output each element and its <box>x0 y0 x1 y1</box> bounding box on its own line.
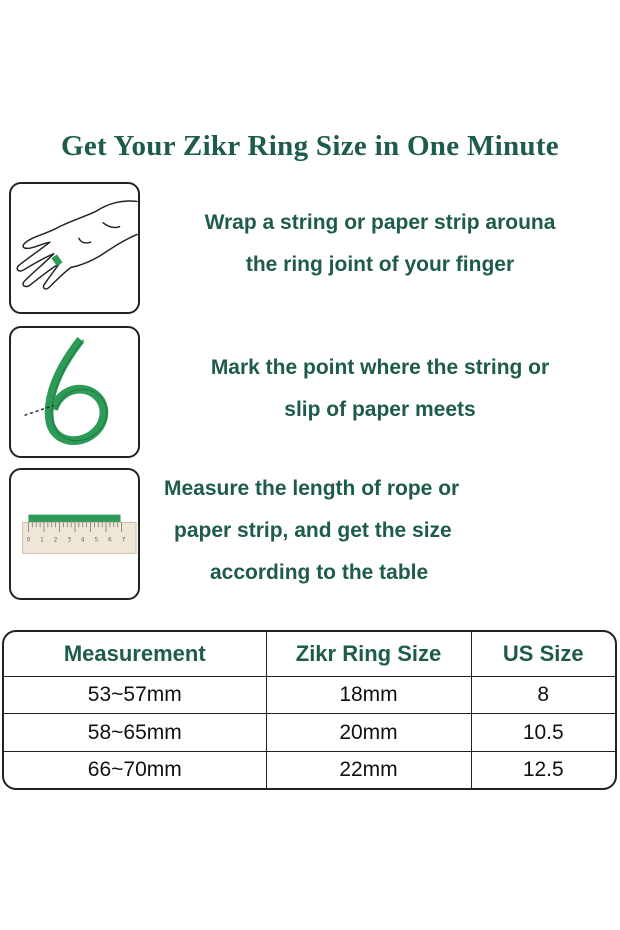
step-3-illustration-box <box>9 468 140 600</box>
ruler-tick-label: 2 <box>53 537 58 544</box>
zikr-size-cell: 22mm <box>266 751 471 788</box>
table-row <box>4 751 615 788</box>
ruler-tick-label: 4 <box>80 537 85 544</box>
zikr-size-cell: 18mm <box>266 677 471 714</box>
ruler-tick-label: 7 <box>121 537 126 544</box>
us-size-cell: 8 <box>471 677 615 714</box>
step-1-illustration-box <box>9 182 140 314</box>
ring-size-table <box>2 630 617 790</box>
step-1-line-1: Wrap a string or paper strip arouna <box>204 211 556 234</box>
step-1-line-2: the ring joint of your finger <box>245 253 515 276</box>
us-size-cell: 12.5 <box>471 751 615 788</box>
table-row <box>4 714 615 751</box>
step-3-line-1: Measure the length of rope or <box>164 477 460 500</box>
ruler-tick-label: 5 <box>94 537 99 544</box>
column-header-zikr-ring-size: Zikr Ring Size <box>266 632 471 677</box>
ruler-tick-label: 6 <box>108 537 112 544</box>
page-title: Get Your Zikr Ring Size in One Minute <box>61 130 559 162</box>
hand-icon <box>11 184 138 312</box>
measurement-cell: 66~70mm <box>4 751 266 788</box>
column-header-measurement: Measurement <box>4 632 266 677</box>
step-3-line-3: according to the table <box>210 561 429 584</box>
table-header-row <box>4 632 615 677</box>
table-row <box>4 677 615 714</box>
column-header-us-size: US Size <box>471 632 615 677</box>
step-2-instructions <box>160 347 600 431</box>
step-2-line-2: slip of paper meets <box>284 398 476 421</box>
ruler-icon <box>11 470 138 598</box>
ruler-tick-label: 0 <box>26 537 31 544</box>
step-3-line-2: paper strip, and get the size <box>174 519 452 542</box>
zikr-size-cell: 20mm <box>266 714 471 751</box>
us-size-cell: 10.5 <box>471 714 615 751</box>
step-2-illustration-box <box>9 326 140 458</box>
ruler-tick-label: 3 <box>67 537 72 544</box>
paper-strip-icon <box>11 328 138 456</box>
ruler-tick-label: 1 <box>40 537 44 544</box>
step-3-instructions <box>164 468 604 594</box>
measurement-cell: 58~65mm <box>4 714 266 751</box>
step-1-instructions <box>160 202 600 286</box>
step-2-line-1: Mark the point where the string or <box>210 356 550 379</box>
measurement-cell: 53~57mm <box>4 677 266 714</box>
